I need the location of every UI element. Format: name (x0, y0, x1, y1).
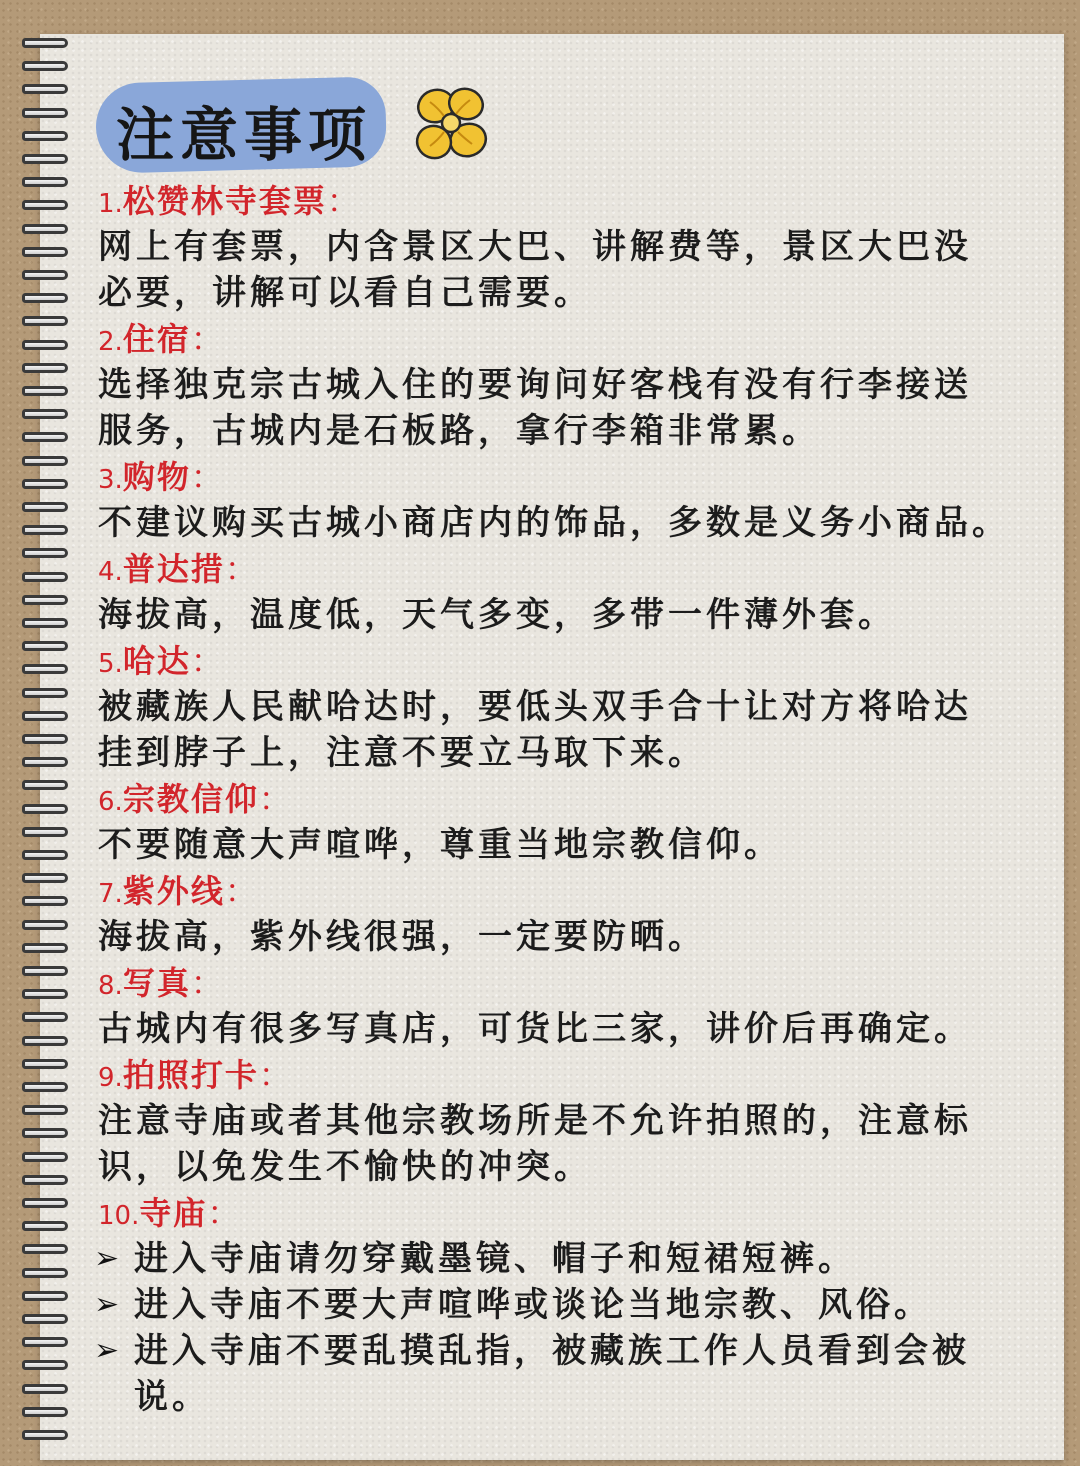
body-line: 识，以免发生不愉快的冲突。 (98, 1147, 592, 1187)
spiral-ring (22, 340, 68, 350)
arrow-bullet-icon: ➢ (94, 1333, 124, 1368)
spiral-ring (22, 1198, 68, 1208)
spiral-ring (22, 61, 68, 71)
body-line: 服务，古城内是石板路，拿行李箱非常累。 (98, 411, 820, 451)
section-colon: ： (224, 872, 259, 910)
spiral-ring (22, 1244, 68, 1254)
bullet-line: 进入寺庙不要大声喧哗或谈论当地宗教、风俗。 (134, 1285, 932, 1325)
body-line: 海拔高，紫外线很强，一定要防晒。 (98, 917, 706, 957)
spiral-ring (22, 757, 68, 767)
spiral-ring (22, 38, 68, 48)
section-number: 7. (98, 879, 123, 909)
section-title: 寺庙 (139, 1194, 208, 1232)
section-colon: ： (258, 1056, 293, 1094)
page-title: 注意事项 (116, 101, 373, 169)
section-heading (98, 454, 1048, 500)
spiral-ring (22, 409, 68, 419)
spiral-ring (22, 386, 68, 396)
bullet-line: 进入寺庙不要乱摸乱指，被藏族工作人员看到会被 (134, 1331, 970, 1371)
section-title: 住宿 (122, 320, 191, 358)
spiral-ring (22, 1337, 68, 1347)
bullet-item (94, 1328, 1048, 1420)
spiral-ring (22, 84, 68, 94)
section-number: 4. (98, 557, 123, 587)
spiral-ring (22, 1314, 68, 1324)
spiral-ring (22, 1128, 68, 1138)
body-line: 挂到脖子上，注意不要立马取下来。 (98, 733, 706, 773)
body-line: 海拔高，温度低，天气多变，多带一件薄外套。 (98, 595, 896, 635)
section-number: 1. (98, 189, 123, 219)
body-line: 选择独克宗古城入住的要询问好客栈有没有行李接送 (98, 365, 972, 405)
body-line: 古城内有很多写真店，可货比三家，讲价后再确定。 (98, 1009, 972, 1049)
section-title: 购物 (122, 458, 191, 496)
spiral-ring (22, 920, 68, 930)
spiral-ring (22, 224, 68, 234)
section-body (98, 684, 1048, 776)
body-line: 注意寺庙或者其他宗教场所是不允许拍照的，注意标 (98, 1101, 972, 1141)
spiral-ring (22, 1268, 68, 1278)
bullet-line: 进入寺庙请勿穿戴墨镜、帽子和短裙短裤。 (134, 1239, 856, 1279)
section-colon: ： (207, 1194, 242, 1232)
spiral-ring (22, 711, 68, 721)
section-number: 6. (98, 787, 123, 817)
body-line: 必要，讲解可以看自己需要。 (98, 273, 592, 313)
section-title: 宗教信仰 (122, 780, 259, 818)
section-heading (98, 776, 1048, 822)
spiral-ring (22, 850, 68, 860)
section-colon: ： (258, 780, 293, 818)
spiral-ring (22, 316, 68, 326)
section-number: 5. (98, 649, 123, 679)
spiral-ring (22, 1430, 68, 1440)
section-title: 松赞林寺套票 (122, 182, 327, 220)
spiral-ring (22, 479, 68, 489)
section-number: 2. (98, 327, 123, 357)
spiral-ring (22, 1291, 68, 1301)
spiral-ring (22, 1012, 68, 1022)
section-body (98, 1006, 1048, 1052)
spiral-ring (22, 572, 68, 582)
spiral-ring (22, 200, 68, 210)
spiral-ring (22, 432, 68, 442)
spiral-ring (22, 502, 68, 512)
section-heading (98, 178, 1048, 224)
spiral-ring (22, 989, 68, 999)
spiral-ring (22, 896, 68, 906)
bullet-line: 说。 (134, 1377, 210, 1417)
section-heading (98, 960, 1048, 1006)
spiral-ring (22, 108, 68, 118)
body-line: 不建议购买古城小商店内的饰品，多数是义务小商品。 (98, 503, 1010, 543)
spiral-ring (22, 1175, 68, 1185)
spiral-ring (22, 804, 68, 814)
section-title: 拍照打卡 (122, 1056, 259, 1094)
section-colon: ： (190, 642, 225, 680)
spiral-ring (22, 664, 68, 674)
section-colon: ： (224, 550, 259, 588)
bullet-item (94, 1236, 1048, 1282)
section-colon: ： (190, 964, 225, 1002)
spiral-ring (22, 293, 68, 303)
spiral-ring (22, 1384, 68, 1394)
arrow-bullet-icon: ➢ (94, 1287, 124, 1322)
spiral-ring (22, 456, 68, 466)
spiral-ring (22, 1036, 68, 1046)
section-heading (98, 546, 1048, 592)
flower-icon (408, 82, 492, 168)
spiral-ring (22, 618, 68, 628)
section-body (98, 592, 1048, 638)
spiral-ring (22, 270, 68, 280)
spiral-ring (22, 131, 68, 141)
section-title: 普达措 (122, 550, 225, 588)
section-heading (98, 1190, 1048, 1236)
spiral-ring (22, 1059, 68, 1069)
section-body (98, 914, 1048, 960)
spiral-ring (22, 1407, 68, 1417)
section-colon: ： (190, 320, 225, 358)
section-number: 10. (98, 1201, 140, 1231)
section-title: 写真 (122, 964, 191, 1002)
spiral-ring (22, 363, 68, 373)
spiral-binding (22, 34, 82, 1454)
section-title: 紫外线 (122, 872, 225, 910)
body-line: 不要随意大声喧哗，尊重当地宗教信仰。 (98, 825, 782, 865)
spiral-ring (22, 1221, 68, 1231)
section-heading (98, 868, 1048, 914)
notes-list (94, 178, 1048, 1420)
spiral-ring (22, 1082, 68, 1092)
spiral-ring (22, 827, 68, 837)
spiral-ring (22, 595, 68, 605)
section-number: 9. (98, 1063, 123, 1093)
spiral-ring (22, 873, 68, 883)
section-title: 哈达 (122, 642, 191, 680)
spiral-ring (22, 641, 68, 651)
section-body (98, 1098, 1048, 1190)
section-heading (98, 638, 1048, 684)
spiral-ring (22, 943, 68, 953)
spiral-ring (22, 780, 68, 790)
spiral-ring (22, 688, 68, 698)
section-heading (98, 1052, 1048, 1098)
bullet-item (94, 1282, 1048, 1328)
section-body (98, 224, 1048, 316)
body-line: 被藏族人民献哈达时，要低头双手合十让对方将哈达 (98, 687, 972, 727)
spiral-ring (22, 154, 68, 164)
arrow-bullet-icon: ➢ (94, 1241, 124, 1276)
section-body (98, 500, 1048, 546)
spiral-ring (22, 177, 68, 187)
spiral-ring (22, 1105, 68, 1115)
spiral-ring (22, 247, 68, 257)
section-body (98, 362, 1048, 454)
bullet-list (94, 1236, 1048, 1420)
spiral-ring (22, 734, 68, 744)
spiral-ring (22, 548, 68, 558)
spiral-ring (22, 966, 68, 976)
spiral-ring (22, 1360, 68, 1370)
section-colon: ： (190, 458, 225, 496)
spiral-ring (22, 1152, 68, 1162)
section-colon: ： (326, 182, 361, 220)
section-number: 3. (98, 465, 123, 495)
section-heading (98, 316, 1048, 362)
spiral-ring (22, 525, 68, 535)
section-body (98, 822, 1048, 868)
section-number: 8. (98, 971, 123, 1001)
body-line: 网上有套票，内含景区大巴、讲解费等，景区大巴没 (98, 227, 972, 267)
